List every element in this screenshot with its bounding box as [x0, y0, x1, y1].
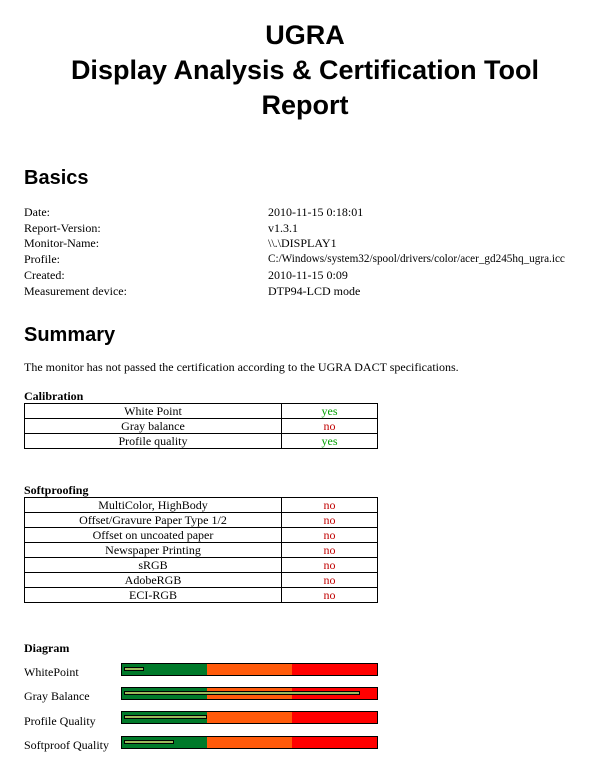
- softproofing-table: [24, 497, 378, 603]
- basics-value: 2010-11-15 0:18:01: [268, 205, 364, 219]
- calibration-result: yes: [282, 434, 378, 449]
- softproofing-criterion: Newspaper Printing: [25, 543, 282, 558]
- table-row: [25, 498, 378, 513]
- table-row: [25, 543, 378, 558]
- bar-level-indicator: [124, 740, 174, 744]
- bar-segment-bad: [292, 664, 377, 675]
- basics-label: Measurement device:: [24, 284, 127, 298]
- basics-value: \\.\DISPLAY1: [268, 236, 337, 250]
- table-row: [25, 588, 378, 603]
- calibration-heading: Calibration: [24, 389, 84, 403]
- diagram-bar-whitepoint: [121, 663, 378, 676]
- softproofing-result: no: [282, 513, 378, 528]
- calibration-criterion: Profile quality: [25, 434, 282, 449]
- basics-value: 2010-11-15 0:09: [268, 268, 348, 282]
- softproofing-result: no: [282, 543, 378, 558]
- softproofing-criterion: Offset/Gravure Paper Type 1/2: [25, 513, 282, 528]
- softproofing-criterion: ECI-RGB: [25, 588, 282, 603]
- summary-heading: Summary: [24, 324, 116, 346]
- table-row: [25, 404, 378, 419]
- softproofing-criterion: AdobeRGB: [25, 573, 282, 588]
- basics-value: v1.3.1: [268, 221, 298, 235]
- diagram-bar-profile-quality: [121, 711, 378, 724]
- softproofing-result: no: [282, 498, 378, 513]
- table-row: [25, 419, 378, 434]
- calibration-table: [24, 403, 378, 449]
- table-row: [25, 434, 378, 449]
- calibration-result: no: [282, 419, 378, 434]
- bar-segment-bad: [292, 737, 377, 748]
- diagram-label-whitepoint: WhitePoint: [24, 665, 79, 679]
- calibration-result: yes: [282, 404, 378, 419]
- table-row: [25, 573, 378, 588]
- softproofing-heading: Softproofing: [24, 483, 89, 497]
- calibration-criterion: White Point: [25, 404, 282, 419]
- diagram-label-profile-quality: Profile Quality: [24, 714, 96, 728]
- softproofing-result: no: [282, 558, 378, 573]
- bar-level-indicator: [124, 691, 360, 695]
- basics-heading: Basics: [24, 167, 89, 189]
- basics-label: Report-Version:: [24, 221, 101, 235]
- bar-level-indicator: [124, 667, 144, 671]
- report-title-line-1: UGRA: [265, 20, 345, 50]
- basics-label: Profile:: [24, 252, 60, 266]
- softproofing-criterion: MultiColor, HighBody: [25, 498, 282, 513]
- softproofing-criterion: sRGB: [25, 558, 282, 573]
- report-title-line-2: Display Analysis & Certification Tool: [70, 55, 540, 85]
- basics-value: C:/Windows/system32/spool/drivers/color/acer_gd245hq_ugra.icc: [268, 253, 565, 265]
- basics-label: Date:: [24, 205, 50, 219]
- bar-segment-medium: [207, 664, 292, 675]
- table-row: [25, 558, 378, 573]
- bar-level-indicator: [124, 715, 207, 719]
- bar-segment-medium: [207, 737, 292, 748]
- softproofing-result: no: [282, 588, 378, 603]
- softproofing-result: no: [282, 573, 378, 588]
- diagram-bar-gray-balance: [121, 687, 378, 700]
- diagram-heading: Diagram: [24, 641, 70, 655]
- table-row: [25, 513, 378, 528]
- diagram-label-gray-balance: Gray Balance: [24, 689, 90, 703]
- diagram-label-softproof-quality: Softproof Quality: [24, 738, 109, 752]
- report-title-line-3: Report: [261, 90, 349, 120]
- table-row: [25, 528, 378, 543]
- basics-label: Created:: [24, 268, 65, 282]
- basics-value: DTP94-LCD mode: [268, 284, 361, 298]
- bar-segment-medium: [207, 712, 292, 723]
- softproofing-result: no: [282, 528, 378, 543]
- softproofing-criterion: Offset on uncoated paper: [25, 528, 282, 543]
- summary-text: The monitor has not passed the certification according to the UGRA DACT specifications.: [24, 360, 459, 374]
- basics-label: Monitor-Name:: [24, 236, 100, 250]
- bar-segment-bad: [292, 712, 377, 723]
- diagram-bar-softproof-quality: [121, 736, 378, 749]
- calibration-criterion: Gray balance: [25, 419, 282, 434]
